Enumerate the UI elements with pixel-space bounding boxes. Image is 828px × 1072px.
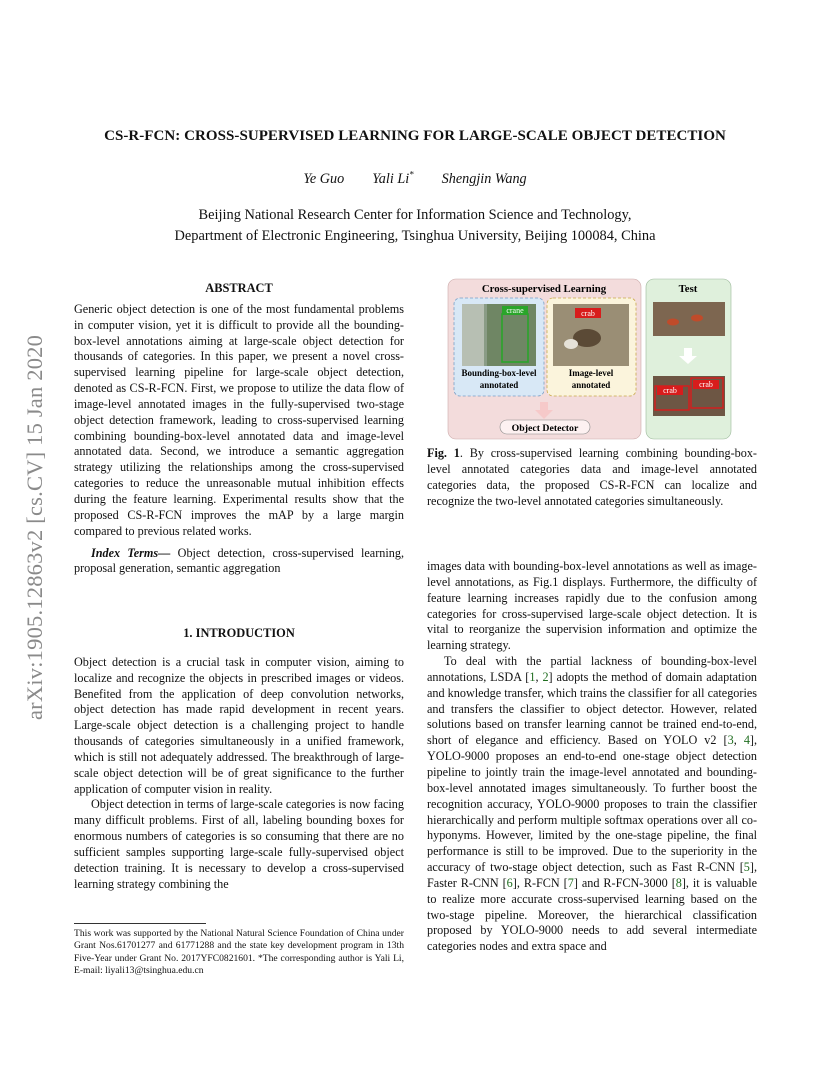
footnote-rule [74,923,206,924]
figure-caption-label: Fig. 1 [427,446,460,460]
crab-claw [564,339,578,349]
index-terms [74,546,404,578]
citation-5[interactable]: 5 [743,860,750,875]
test-title: Test [678,283,698,295]
crane-photo-trunk [462,304,484,366]
index-terms-label: Index Terms— [91,545,171,560]
right-paragraph-1: images data with bounding-box-level annotations as well as image-level annotations, as Fig.1 displays. Furthermore, the difficulty of feature learning increases rapidly due to the confusion among categories for cross-supervised large-scale object detection. It is vital to reorganize the supervision information and optimize the learning strategy. [427,559,757,653]
author-3: Shengjin Wang [441,170,527,187]
object-detector-label: Object Detector [511,423,579,434]
arxiv-identifier: arXiv:1905.12863v2 [cs.CV] 15 Jan 2020 [22,334,47,720]
author-list [60,169,770,188]
test-crab-tag-2: crab [699,380,713,389]
figure-caption-text: . By cross-supervised learning combining bounding-box-level annotated categories data and image-level annotated categories data, the proposed CS-R-FCN can localize and recognize the two-level annotated categories simultaneously. [427,446,757,508]
test-crab-tag-1: crab [663,386,677,395]
right-column-body [427,559,757,955]
corresponding-mark: * [409,169,414,179]
introduction-section [74,626,404,893]
footnote: This work was supported by the National Natural Science Foundation of China under Grant Nos.61701277 and 61771288 and the state key development program in 13th Five-Year under Grant No. 2017YFC0821601. *The corresponding author is Yali Li, E-mail: liyali13@tsinghua.edu.cn [74,928,404,977]
figure-caption [427,446,757,509]
image-level-label-2: annotated [571,380,611,390]
author-1: Ye Guo [303,170,345,187]
citation-1[interactable]: 1 [529,669,536,684]
index-terms-text: Object detection, cross-supervised learning, proposal generation, semantic aggregation [74,545,404,576]
figure-1 [447,278,767,441]
citation-4[interactable]: 4 [743,733,750,748]
image-level-label-1: Image-level [568,368,614,378]
citation-2[interactable]: 2 [542,669,549,684]
intro-paragraph-2: Object detection in terms of large-scale categories is now facing many difficult problems. First of all, labeling bounding boxes for enormous numbers of categories is so consuming that there are no sufficient samples supporting large-scale fully-supervised object detection training. It is necessary to develop a cross-supervised learning strategy combining the [74,797,404,891]
citation-7[interactable]: 7 [567,875,574,890]
abstract-section [74,281,404,577]
test-input-crab-2 [691,315,703,322]
affiliation-line-1: Beijing National Research Center for Information Science and Technology, [198,207,632,223]
test-photo-input [653,302,725,336]
abstract-heading: ABSTRACT [205,281,273,295]
test-input-crab-1 [667,319,679,326]
bbox-level-label-2: annotated [479,380,519,390]
crane-tag: crane [506,306,524,315]
cross-supervised-title: Cross-supervised Learning [481,283,607,295]
right-paragraph-2: To deal with the partial lackness of bounding-box-level annotations, LSDA [1, 2] adopts the method of domain adaptation and knowledge transfer, which trains the classifier for all categories and transfers the classifier to object detector. However, related solutions based on transfer learning cannot be trained end-to-end, short of elegance and efficiency. Based on YOLO v2 [3, 4], YOLO-9000 proposes an end-to-end one-stage object detection pipeline to jointly train the image-level annotated and bounding-box-level annotated images simultaneously. To further boost the recognition accuracy, YOLO-9000 proposes to train the classifier hierarchically and perform multiple softmax operations over all co-hyponyms. However, limited by the one-stage pipeline, the final performance is still to be improved. Due to the superiority in the accuracy of two-stage object detection, such as Fast R-CNN [5], Faster R-CNN [6], R-FCN [7] and R-FCN-3000 [8], it is valuable to realize more accurate cross-supervised learning based on the two-stage pipeline. Moreover, the hierarchical classification proposed by YOLO-9000 needs to add several intermediate categories nodes and extra space and [427,654,758,954]
abstract-text: Generic object detection is one of the most fundamental problems in computer vision, yet it is difficult to provide all the bounding-box-level annotations aiming at large-scale object detection for thousands of categories. In this paper, we present a novel cross-supervised learning pipeline for large-scale object detection, denoted as CS-R-FCN. First, we propose to utilize the data flow of image-level annotated images in the fully-supervised two-stage object detection framework, leading to cross-supervised learning combining bounding-box-level annotated data and image-level annotated data. Second, we introduce a semantic aggregation strategy utilizing the relationships among the cross-supervised categories to reduce the unreasonable mutual inhibition effects during the feature learning. Experimental results show that the proposed CS-R-FCN improves the mAP by a large margin compared to previous related works. [74,301,404,538]
bbox-level-label-1: Bounding-box-level [461,368,537,378]
citation-3[interactable]: 3 [727,733,734,748]
figure-1-graphic [447,278,767,441]
paper-title: CS-R-FCN: CROSS-SUPERVISED LEARNING FOR LARGE-SCALE OBJECT DETECTION [104,128,726,144]
citation-8[interactable]: 8 [675,875,682,890]
affiliation [60,205,770,247]
citation-6[interactable]: 6 [506,875,513,890]
affiliation-line-2: Department of Electronic Engineering, Tsinghua University, Beijing 100084, China [174,228,656,244]
introduction-heading: 1. INTRODUCTION [183,626,295,640]
crab-tag: crab [581,309,595,318]
author-2: Yali Li* [372,169,414,187]
intro-paragraph-1: Object detection is a crucial task in computer vision, aiming to localize and recognize the objects in prescribed images or videos. Benefited from the application of deep convolution networks, object detection has made rapid development in recent years. Large-scale object detection is a challenging project to handle thousands of categories simultaneously in a unified framework, which is still not adequately addressed. The breakthrough of large-scale object detection will be of great significance to the further application of computer vision in reality. [74,654,404,796]
